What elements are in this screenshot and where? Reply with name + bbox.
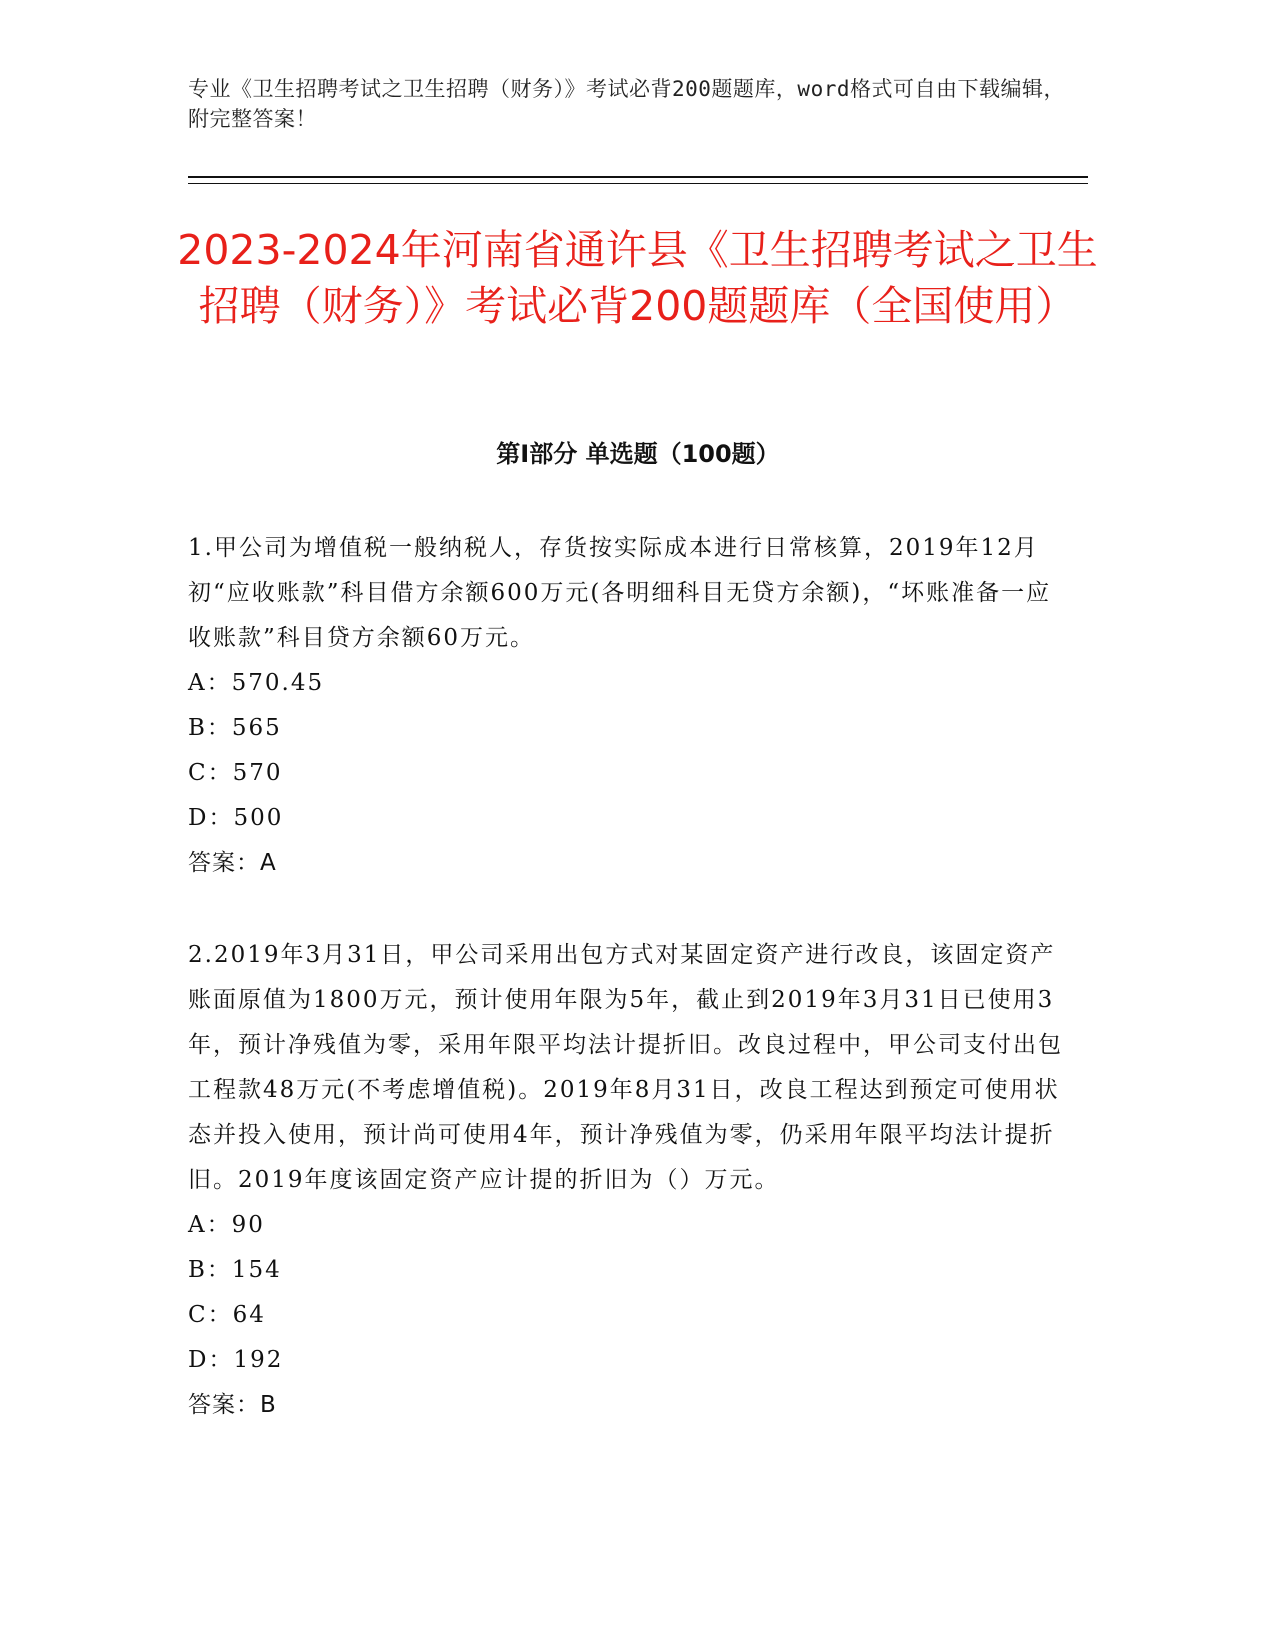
question-2 xyxy=(188,933,1068,1428)
header-divider-thick xyxy=(188,176,1088,178)
question-stem: 2.2019年3月31日，甲公司采用出包方式对某固定资产进行改良，该固定资产账面原值为1800万元，预计使用年限为5年，截止到2019年3月31日已使用3年，预计净残值为零，采用年限平均法计提折旧。改良过程中，甲公司支付出包工程款48万元(不考虑增值税)。2019年8月31日，改良工程达到预定可使用状态并投入使用，预计尚可使用4年，预计净残值为零，仍采用年限平均法计提折旧。2019年度该固定资产应计提的折旧为（）万元。 xyxy=(188,942,1063,1193)
option-c: C：570 xyxy=(188,760,283,786)
question-1 xyxy=(188,526,1068,886)
section-heading: 第Ⅰ部分 单选题（100题） xyxy=(496,440,780,468)
option-b: B：565 xyxy=(188,715,282,741)
question-stem: 1.甲公司为增值税一般纳税人，存货按实际成本进行日常核算，2019年12月初“应收账款”科目借方余额600万元(各明细科目无贷方余额)，“坏账准备一应收账款”科目贷方余额60万元。 xyxy=(188,535,1052,651)
header-divider-thin xyxy=(188,183,1088,184)
option-d: D：192 xyxy=(188,1347,284,1373)
answer-line: 答案：A xyxy=(188,850,277,876)
option-a: A：570.45 xyxy=(188,670,325,696)
option-a: A：90 xyxy=(188,1212,265,1238)
document-title: 2023-2024年河南省通许县《卫生招聘考试之卫生招聘（财务）》考试必背200题题库（全国使用） xyxy=(177,226,1098,330)
header-note: 专业《卫生招聘考试之卫生招聘（财务）》考试必背200题题库，word格式可自由下载编辑，附完整答案！ xyxy=(188,77,1065,131)
answer-line: 答案：B xyxy=(188,1392,277,1418)
option-c: C：64 xyxy=(188,1302,266,1328)
option-d: D：500 xyxy=(188,805,284,831)
option-b: B：154 xyxy=(188,1257,282,1283)
